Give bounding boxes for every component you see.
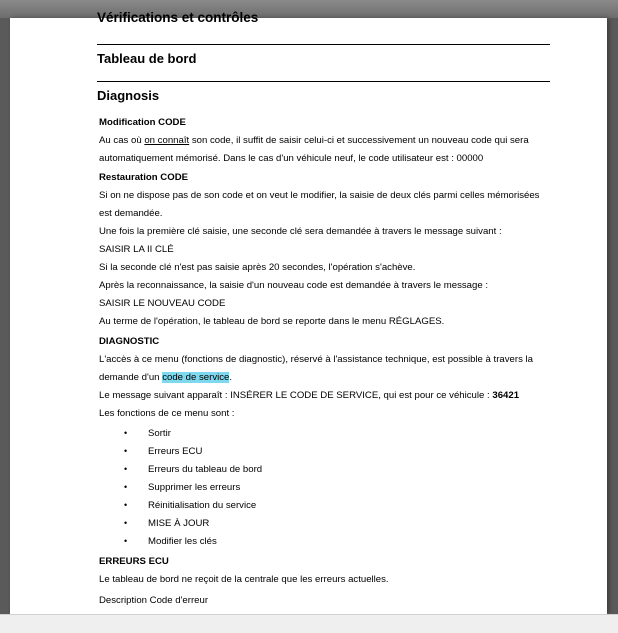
text-run: son code, il suffit de saisir celui-ci et successivement un nouveau code qui sera (189, 135, 529, 146)
diagnostic-line-3 (99, 390, 519, 401)
restauration-line-7: SAISIR LE NOUVEAU CODE (99, 298, 226, 309)
bullet-icon: • (124, 500, 128, 510)
restauration-line-4: SAISIR LA II CLÉ (99, 244, 174, 255)
erreurs-heading: ERREURS ECU (99, 556, 169, 567)
modification-line-1 (99, 135, 529, 146)
section-divider (97, 44, 550, 45)
bullet-icon: • (124, 428, 128, 438)
restauration-line-8: Au terme de l'opération, le tableau de bord se reporte dans le menu RÉGLAGES. (99, 316, 445, 327)
viewer-top-bar (0, 0, 618, 18)
diagnostic-line-2 (99, 372, 232, 383)
list-item-label: Erreurs ECU (148, 446, 203, 457)
text-run: Le message suivant apparaît : INSÉRER LE CODE DE SERVICE, qui est pour ce véhicule : (99, 390, 493, 401)
restauration-line-6: Après la reconnaissance, la saisie d'un nouveau code est demandée à travers le message : (99, 280, 489, 291)
text-run: demande d'un (99, 372, 163, 383)
viewer-bottom-bar (0, 614, 618, 633)
highlighted-term[interactable]: code de service (162, 372, 230, 383)
list-item-label: Modifier les clés (148, 536, 217, 547)
list-item-label: Sortir (148, 428, 171, 439)
diagnostic-line-1: L'accès à ce menu (fonctions de diagnostic), réservé à l'assistance technique, est possible à travers la (99, 354, 534, 365)
cut-off-heading: Vérifications et contrôles (97, 10, 259, 25)
erreurs-line-2: Description Code d'erreur (99, 595, 209, 606)
erreurs-line-1: Le tableau de bord ne reçoit de la centrale que les erreurs actuelles. (99, 574, 389, 585)
diagnostic-line-4: Les fonctions de ce menu sont : (99, 408, 235, 419)
subsection-divider (97, 81, 550, 82)
text-run: Au cas où (99, 135, 145, 146)
restauration-line-3: Une fois la première clé saisie, une seconde clé sera demandée à travers le message suivant : (99, 226, 502, 237)
subsection-title: Diagnosis (97, 88, 160, 103)
list-item-label: Supprimer les erreurs (148, 482, 241, 493)
restauration-line-2: est demandée. (99, 208, 163, 219)
bullet-icon: • (124, 482, 128, 492)
restauration-line-1: Si on ne dispose pas de son code et on veut le modifier, la saisie de deux clés parmi celles mémorisées (99, 190, 540, 201)
bullet-icon: • (124, 464, 128, 474)
text-run: . (229, 372, 233, 383)
document-page[interactable] (10, 10, 607, 614)
section-title: Tableau de bord (97, 51, 197, 66)
bullet-icon: • (124, 536, 128, 546)
restauration-line-5: Si la seconde clé n'est pas saisie après 20 secondes, l'opération s'achève. (99, 262, 416, 273)
list-item-label: Erreurs du tableau de bord (148, 464, 263, 475)
underlined-term: on connaît (144, 135, 190, 146)
bullet-icon: • (124, 446, 128, 456)
restauration-heading: Restauration CODE (99, 172, 189, 183)
list-item-label: Réinitialisation du service (148, 500, 257, 511)
modification-line-2: automatiquement mémorisé. Dans le cas d'un véhicule neuf, le code utilisateur est : 00000 (99, 153, 484, 164)
service-code: 36421 (492, 390, 520, 401)
modification-heading: Modification CODE (99, 117, 186, 128)
list-item-label: MISE À JOUR (148, 518, 210, 529)
bullet-icon: • (124, 518, 128, 528)
diagnostic-heading: DIAGNOSTIC (99, 336, 160, 347)
